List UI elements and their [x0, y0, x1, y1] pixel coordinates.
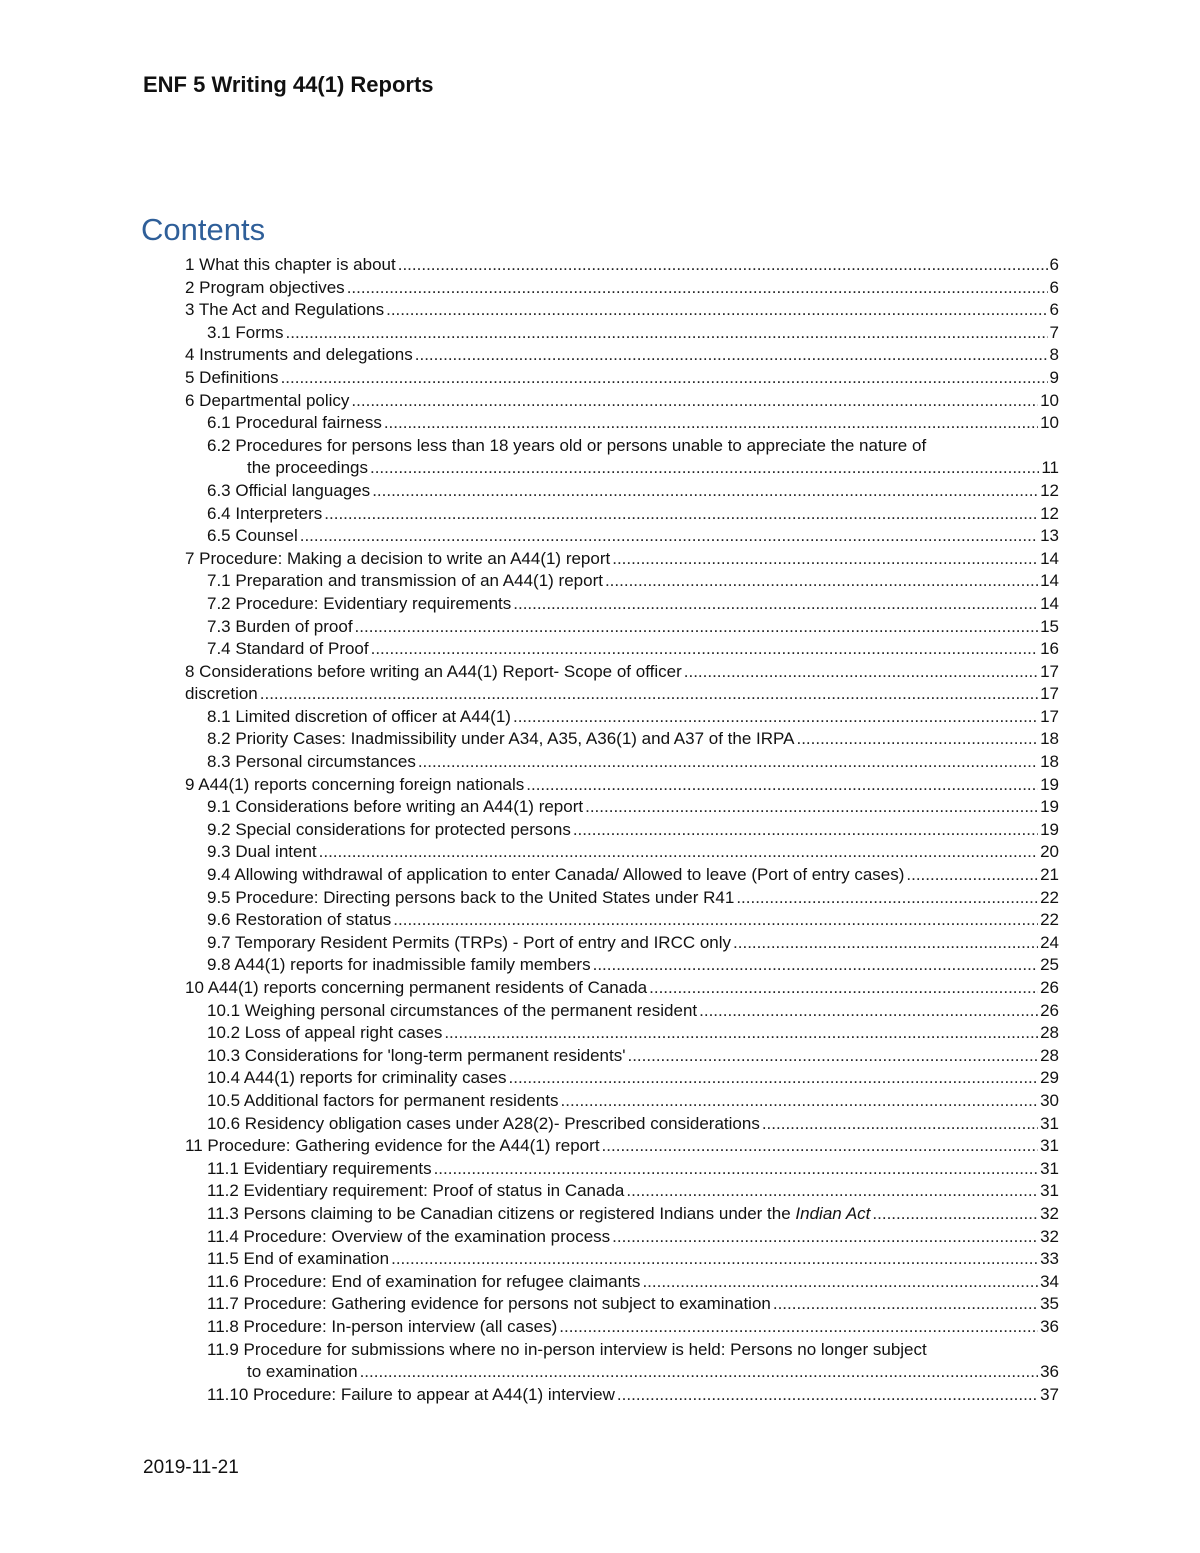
toc-page-number: 15: [1040, 616, 1059, 636]
toc-page-number: 25: [1040, 955, 1059, 975]
document-header-title: ENF 5 Writing 44(1) Reports: [143, 72, 434, 97]
toc-entry-title: [185, 277, 345, 300]
toc-entry-title-text: 6 Departmental policy: [185, 390, 350, 410]
toc-dot-leader: [593, 954, 1038, 977]
toc-entry-title: [207, 1180, 624, 1203]
toc-entry-title: [207, 864, 904, 887]
toc-dot-leader: [391, 1248, 1038, 1271]
toc-page-number: 26: [1040, 978, 1059, 997]
toc-entry-title-text: 11.1 Evidentiary requirements: [207, 1158, 432, 1178]
toc-entry[interactable]: [185, 1339, 1059, 1362]
toc-dot-leader: [906, 864, 1038, 887]
toc-dot-leader: [418, 751, 1038, 774]
toc-entry-title-text: 6.2 Procedures for persons less than 18 years old or persons unable to appreciate the nature of: [207, 435, 927, 455]
toc-entry-title: [247, 1361, 358, 1384]
toc-entry-title: [207, 1045, 625, 1068]
toc-entry-title-text: 11 Procedure: Gathering evidence for the A44(1) report: [185, 1136, 600, 1156]
toc-page-number: 36: [1040, 1316, 1059, 1336]
toc-entry[interactable]: [185, 706, 1059, 729]
toc-entry-title-text: 4 Instruments and delegations: [185, 345, 413, 365]
toc-page-number: 31: [1040, 1158, 1059, 1178]
toc-entry-title: [207, 322, 284, 345]
toc-page-number: 10: [1040, 390, 1059, 410]
toc-entry[interactable]: [185, 683, 1059, 706]
toc-dot-leader: [370, 457, 1039, 480]
toc-entry-title: [185, 661, 682, 684]
toc-page-number: 20: [1040, 842, 1059, 862]
toc-entry[interactable]: [185, 954, 1059, 977]
toc-dot-leader: [355, 616, 1039, 639]
toc-dot-leader: [684, 661, 1038, 684]
toc-page-number: 10: [1040, 413, 1059, 433]
toc-entry-title: [207, 525, 298, 548]
toc-page-number: 18: [1040, 752, 1059, 772]
toc-entry-title-text: 10.5 Additional factors for permanent residents: [207, 1090, 559, 1110]
toc-entry-title-text: 11.3 Persons claiming to be Canadian citizens or registered Indians under the: [207, 1203, 796, 1223]
toc-entry[interactable]: [185, 1000, 1059, 1023]
toc-entry-title-text: 11.10 Procedure: Failure to appear at A44(1) interview: [207, 1384, 615, 1404]
toc-entry-title-text: 7.2 Procedure: Evidentiary requirements: [207, 593, 512, 613]
toc-page-number: 17: [1040, 684, 1059, 704]
toc-entry-title: [185, 548, 610, 571]
toc-entry[interactable]: [185, 887, 1059, 910]
toc-page-number: 17: [1040, 706, 1059, 726]
toc-entry[interactable]: [185, 909, 1059, 932]
toc-dot-leader: [324, 503, 1038, 526]
toc-dot-leader: [612, 1226, 1038, 1249]
toc-entry-title-text: 10.3 Considerations for 'long-term permanent residents': [207, 1045, 626, 1065]
toc-entry-title-text: 8 Considerations before writing an A44(1) Report- Scope of officer: [185, 661, 682, 681]
toc-entry-title: [207, 1226, 610, 1249]
toc-page-number: 32: [1040, 1226, 1059, 1246]
toc-entry[interactable]: [185, 1316, 1059, 1339]
toc-entry-title: [185, 390, 349, 413]
toc-entry-title-text: 9.8 A44(1) reports for inadmissible family members: [207, 955, 591, 975]
toc-entry-title-text: the proceedings: [247, 458, 368, 478]
toc-entry[interactable]: [185, 977, 1059, 1000]
toc-entry[interactable]: [185, 1045, 1059, 1068]
toc-entry[interactable]: [185, 1293, 1059, 1316]
toc-dot-leader: [733, 932, 1038, 955]
toc-entry[interactable]: [185, 299, 1059, 322]
toc-entry-title: [185, 299, 384, 322]
toc-entry-title-text: 6.1 Procedural fairness: [207, 413, 382, 433]
toc-dot-leader: [260, 683, 1038, 706]
toc-entry-title-text: 10 A44(1) reports concerning permanent residents of Canada: [185, 978, 648, 997]
toc-entry-title: [207, 932, 731, 955]
toc-entry-title: [185, 1135, 600, 1158]
toc-page-number: 31: [1040, 1136, 1059, 1156]
toc-entry-title-text: 6.3 Official languages: [207, 480, 371, 500]
toc-entry-title-text: 6.5 Counsel: [207, 526, 298, 546]
toc-entry[interactable]: [185, 480, 1059, 503]
toc-entry[interactable]: [185, 1113, 1059, 1136]
toc-entry-title-text: 11.9 Procedure for submissions where no in-person interview is held: Persons no longer subject: [207, 1339, 927, 1359]
toc-entry[interactable]: [185, 1203, 1059, 1226]
toc-entry-title: [207, 1203, 870, 1226]
toc-dot-leader: [617, 1384, 1038, 1407]
toc-entry[interactable]: [185, 1384, 1059, 1407]
toc-page-number: 6: [1049, 255, 1059, 274]
toc-entry-title-text: 10.1 Weighing personal circumstances of the permanent resident: [207, 1000, 698, 1020]
toc-entry-title-text: 9.4 Allowing withdrawal of application to enter Canada/ Allowed to leave (Port of entry cases): [207, 865, 905, 885]
toc-entry-title: [207, 503, 322, 526]
toc-page-number: 6: [1049, 277, 1059, 297]
toc-page-number: 22: [1040, 910, 1059, 930]
toc-entry-title: [185, 774, 524, 797]
toc-entry[interactable]: [185, 525, 1059, 548]
toc-entry[interactable]: [185, 593, 1059, 616]
toc-page-number: 7: [1049, 322, 1059, 342]
toc-entry-title: [207, 796, 583, 819]
toc-entry-title-text: 7.1 Preparation and transmission of an A44(1) report: [207, 571, 603, 591]
toc-dot-leader: [561, 1090, 1039, 1113]
toc-entry-title: [207, 706, 511, 729]
toc-entry[interactable]: [185, 503, 1059, 526]
toc-page-number: 19: [1040, 797, 1059, 817]
toc-dot-leader: [281, 367, 1048, 390]
toc-entry-title-text: 11.5 End of examination: [207, 1249, 390, 1269]
toc-dot-leader: [642, 1271, 1038, 1294]
page-footer-date: 2019-11-21: [143, 1457, 239, 1478]
toc-entry[interactable]: [185, 1022, 1059, 1045]
toc-dot-leader: [509, 1067, 1039, 1090]
toc-page-number: 24: [1040, 932, 1059, 952]
toc-entry-title: [185, 683, 258, 706]
toc-entry[interactable]: [185, 932, 1059, 955]
toc-entry-title: [207, 819, 571, 842]
toc-dot-leader: [627, 1045, 1038, 1068]
toc-entry[interactable]: [185, 1135, 1059, 1158]
toc-entry[interactable]: [185, 367, 1059, 390]
toc-entry-title: [247, 457, 368, 480]
toc-entry[interactable]: [185, 412, 1059, 435]
toc-entry[interactable]: [185, 1248, 1059, 1271]
toc-entry-title-text: 11.7 Procedure: Gathering evidence for persons not subject to examination: [207, 1294, 771, 1314]
toc-page-number: 30: [1040, 1090, 1059, 1110]
contents-heading: Contents: [141, 212, 266, 247]
toc-entry-title: [207, 435, 926, 458]
toc-page-number: 35: [1040, 1294, 1059, 1314]
toc-page-number: 11: [1041, 458, 1059, 478]
toc-entry-title: [207, 1090, 559, 1113]
toc-page-number: 18: [1040, 729, 1059, 749]
toc-dot-leader: [393, 909, 1038, 932]
toc-entry-title-text: 8.2 Priority Cases: Inadmissibility under A34, A35, A36(1) and A37 of the IRPA: [207, 729, 795, 749]
toc-entry-title: [207, 570, 603, 593]
toc-entry-title-text: 3.1 Forms: [207, 322, 284, 342]
toc-page-number: 33: [1040, 1249, 1059, 1269]
toc-dot-leader: [649, 977, 1038, 1000]
toc-page-number: 8: [1049, 345, 1059, 365]
toc-dot-leader: [626, 1180, 1038, 1203]
toc-page-number: 16: [1040, 639, 1059, 659]
toc-page-number: 19: [1040, 774, 1059, 794]
toc-entry-title-text: 10.2 Loss of appeal right cases: [207, 1023, 443, 1043]
toc-entry-title-text: 7.3 Burden of proof: [207, 616, 353, 636]
toc-entry-title: [207, 841, 317, 864]
toc-entry-title-text: 3 The Act and Regulations: [185, 300, 385, 320]
toc-entry-title-text: 9.7 Temporary Resident Permits (TRPs) - Port of entry and IRCC only: [207, 932, 732, 952]
toc-dot-leader: [351, 390, 1038, 413]
toc-dot-leader: [286, 322, 1048, 345]
toc-dot-leader: [398, 254, 1048, 277]
toc-entry-title: [207, 1316, 557, 1339]
toc-dot-leader: [513, 593, 1038, 616]
toc-page-number: 29: [1040, 1068, 1059, 1088]
toc-entry-title: [207, 751, 416, 774]
toc-entry-title: [207, 1248, 389, 1271]
toc-page-number: 36: [1040, 1362, 1059, 1382]
toc-page-number: 6: [1049, 300, 1059, 320]
toc-entry-title-text: 7 Procedure: Making a decision to write an A44(1) report: [185, 548, 611, 568]
toc-entry-title-text: 11.2 Evidentiary requirement: Proof of status in Canada: [207, 1181, 625, 1201]
toc-entry-title: [207, 638, 369, 661]
toc-entry[interactable]: [185, 457, 1059, 480]
toc-entry-title-text: 9.2 Special considerations for protected persons: [207, 819, 571, 839]
toc-entry-title: [207, 1271, 640, 1294]
toc-entry-title-italic: Indian Act: [795, 1203, 871, 1223]
toc-dot-leader: [319, 841, 1038, 864]
toc-dot-leader: [444, 1022, 1038, 1045]
toc-entry-title-text: 1 What this chapter is about: [185, 255, 396, 274]
toc-page-number: 14: [1040, 593, 1059, 613]
toc-entry-title-text: 10.4 A44(1) reports for criminality cases: [207, 1068, 507, 1088]
toc-page-number: 22: [1040, 887, 1059, 907]
toc-entry[interactable]: [185, 796, 1059, 819]
toc-dot-leader: [612, 548, 1038, 571]
toc-page-number: 21: [1040, 865, 1059, 885]
toc-entry-title-text: 8.3 Personal circumstances: [207, 752, 416, 772]
toc-page-number: 32: [1040, 1203, 1059, 1223]
toc-dot-leader: [372, 480, 1038, 503]
toc-dot-leader: [386, 299, 1047, 322]
toc-dot-leader: [573, 819, 1038, 842]
toc-entry-title: [207, 1000, 697, 1023]
toc-entry[interactable]: [185, 435, 1059, 458]
toc-entry[interactable]: [185, 864, 1059, 887]
toc-dot-leader: [347, 277, 1048, 300]
toc-dot-leader: [526, 774, 1038, 797]
toc-entry-title-text: to examination: [247, 1362, 358, 1382]
toc-entry[interactable]: [185, 1067, 1059, 1090]
toc-entry[interactable]: [185, 548, 1059, 571]
toc-page-number: 13: [1040, 526, 1059, 546]
toc-entry[interactable]: [185, 1226, 1059, 1249]
toc-entry-title: [185, 344, 413, 367]
toc-page-number: 34: [1040, 1271, 1059, 1291]
toc-page-number: 9: [1049, 367, 1059, 387]
toc-entry[interactable]: [185, 1158, 1059, 1181]
toc-entry[interactable]: [185, 1090, 1059, 1113]
toc-dot-leader: [796, 728, 1038, 751]
toc-dot-leader: [602, 1135, 1039, 1158]
toc-entry[interactable]: [185, 728, 1059, 751]
toc-dot-leader: [513, 706, 1038, 729]
toc-entry-title-text: 9 A44(1) reports concerning foreign nationals: [185, 774, 525, 794]
toc-dot-leader: [384, 412, 1038, 435]
toc-dot-leader: [762, 1113, 1038, 1136]
toc-entry-title-text: 2 Program objectives: [185, 277, 345, 297]
toc-entry[interactable]: [185, 774, 1059, 797]
table-of-contents: [185, 254, 1059, 1406]
toc-dot-leader: [300, 525, 1038, 548]
toc-entry[interactable]: [185, 1180, 1059, 1203]
toc-dot-leader: [415, 344, 1048, 367]
toc-entry-title-text: 9.6 Restoration of status: [207, 910, 392, 930]
toc-entry[interactable]: [185, 819, 1059, 842]
toc-entry-title: [207, 1339, 927, 1362]
toc-entry[interactable]: [185, 638, 1059, 661]
toc-entry[interactable]: [185, 661, 1059, 684]
toc-page-number: 37: [1040, 1384, 1059, 1404]
toc-entry[interactable]: [185, 616, 1059, 639]
toc-entry-title-text: 6.4 Interpreters: [207, 503, 323, 523]
toc-dot-leader: [872, 1203, 1038, 1226]
toc-entry-title: [207, 480, 370, 503]
toc-dot-leader: [605, 570, 1038, 593]
toc-entry-title: [207, 593, 511, 616]
toc-entry-title: [207, 1022, 442, 1045]
toc-entry-title-text: 11.4 Procedure: Overview of the examination process: [207, 1226, 611, 1246]
toc-entry[interactable]: [185, 254, 1059, 277]
toc-entry-title-text: 8.1 Limited discretion of officer at A44(1): [207, 706, 511, 726]
toc-page-number: 31: [1040, 1113, 1059, 1133]
toc-entry-title-text: 5 Definitions: [185, 367, 279, 387]
toc-entry[interactable]: [185, 1361, 1059, 1384]
toc-entry[interactable]: [185, 841, 1059, 864]
toc-entry-title-text: 10.6 Residency obligation cases under A28(2)- Prescribed considerations: [207, 1113, 760, 1133]
toc-entry-title: [185, 254, 396, 277]
toc-page-number: 12: [1040, 503, 1059, 523]
toc-page-number: 31: [1040, 1181, 1059, 1201]
toc-entry-title-text: discretion: [185, 684, 258, 704]
toc-entry-title-text: 7.4 Standard of Proof: [207, 639, 369, 659]
toc-page-number: 14: [1040, 571, 1059, 591]
toc-page-number: 14: [1040, 548, 1059, 568]
toc-dot-leader: [699, 1000, 1038, 1023]
toc-entry-title: [207, 954, 591, 977]
toc-entry-title: [207, 1293, 771, 1316]
toc-entry[interactable]: [185, 1271, 1059, 1294]
toc-entry-title-text: 11.6 Procedure: End of examination for refugee claimants: [207, 1271, 641, 1291]
toc-page-number: 26: [1040, 1000, 1059, 1020]
toc-dot-leader: [371, 638, 1038, 661]
toc-dot-leader: [585, 796, 1038, 819]
toc-page-number: 28: [1040, 1023, 1059, 1043]
toc-dot-leader: [773, 1293, 1038, 1316]
toc-entry-title: [185, 977, 647, 1000]
toc-dot-leader: [559, 1316, 1038, 1339]
toc-entry-title: [207, 1113, 760, 1136]
toc-page-number: 17: [1040, 661, 1059, 681]
toc-entry-title-text: 11.8 Procedure: In-person interview (all cases): [207, 1316, 558, 1336]
toc-entry-title-text: 9.1 Considerations before writing an A44(1) report: [207, 797, 584, 817]
toc-entry-title: [207, 728, 794, 751]
toc-entry[interactable]: [185, 390, 1059, 413]
toc-dot-leader: [736, 887, 1038, 910]
toc-entry-title: [207, 1158, 432, 1181]
toc-page-number: 19: [1040, 819, 1059, 839]
toc-entry-title-text: 9.3 Dual intent: [207, 842, 317, 862]
toc-entry-title: [207, 1067, 507, 1090]
toc-entry[interactable]: [185, 751, 1059, 774]
toc-dot-leader: [360, 1361, 1039, 1384]
toc-entry-title: [207, 887, 734, 910]
toc-entry-title-text: 9.5 Procedure: Directing persons back to the United States under R41: [207, 887, 735, 907]
toc-entry[interactable]: [185, 277, 1059, 300]
toc-page-number: 12: [1040, 480, 1059, 500]
toc-entry-title: [207, 1384, 615, 1407]
toc-entry-title: [207, 412, 382, 435]
toc-entry[interactable]: [185, 322, 1059, 345]
toc-dot-leader: [434, 1158, 1039, 1181]
toc-entry-title: [207, 909, 391, 932]
toc-entry[interactable]: [185, 344, 1059, 367]
toc-entry-title: [207, 616, 353, 639]
toc-entry-title: [185, 367, 279, 390]
toc-page-number: 28: [1040, 1045, 1059, 1065]
toc-entry[interactable]: [185, 570, 1059, 593]
